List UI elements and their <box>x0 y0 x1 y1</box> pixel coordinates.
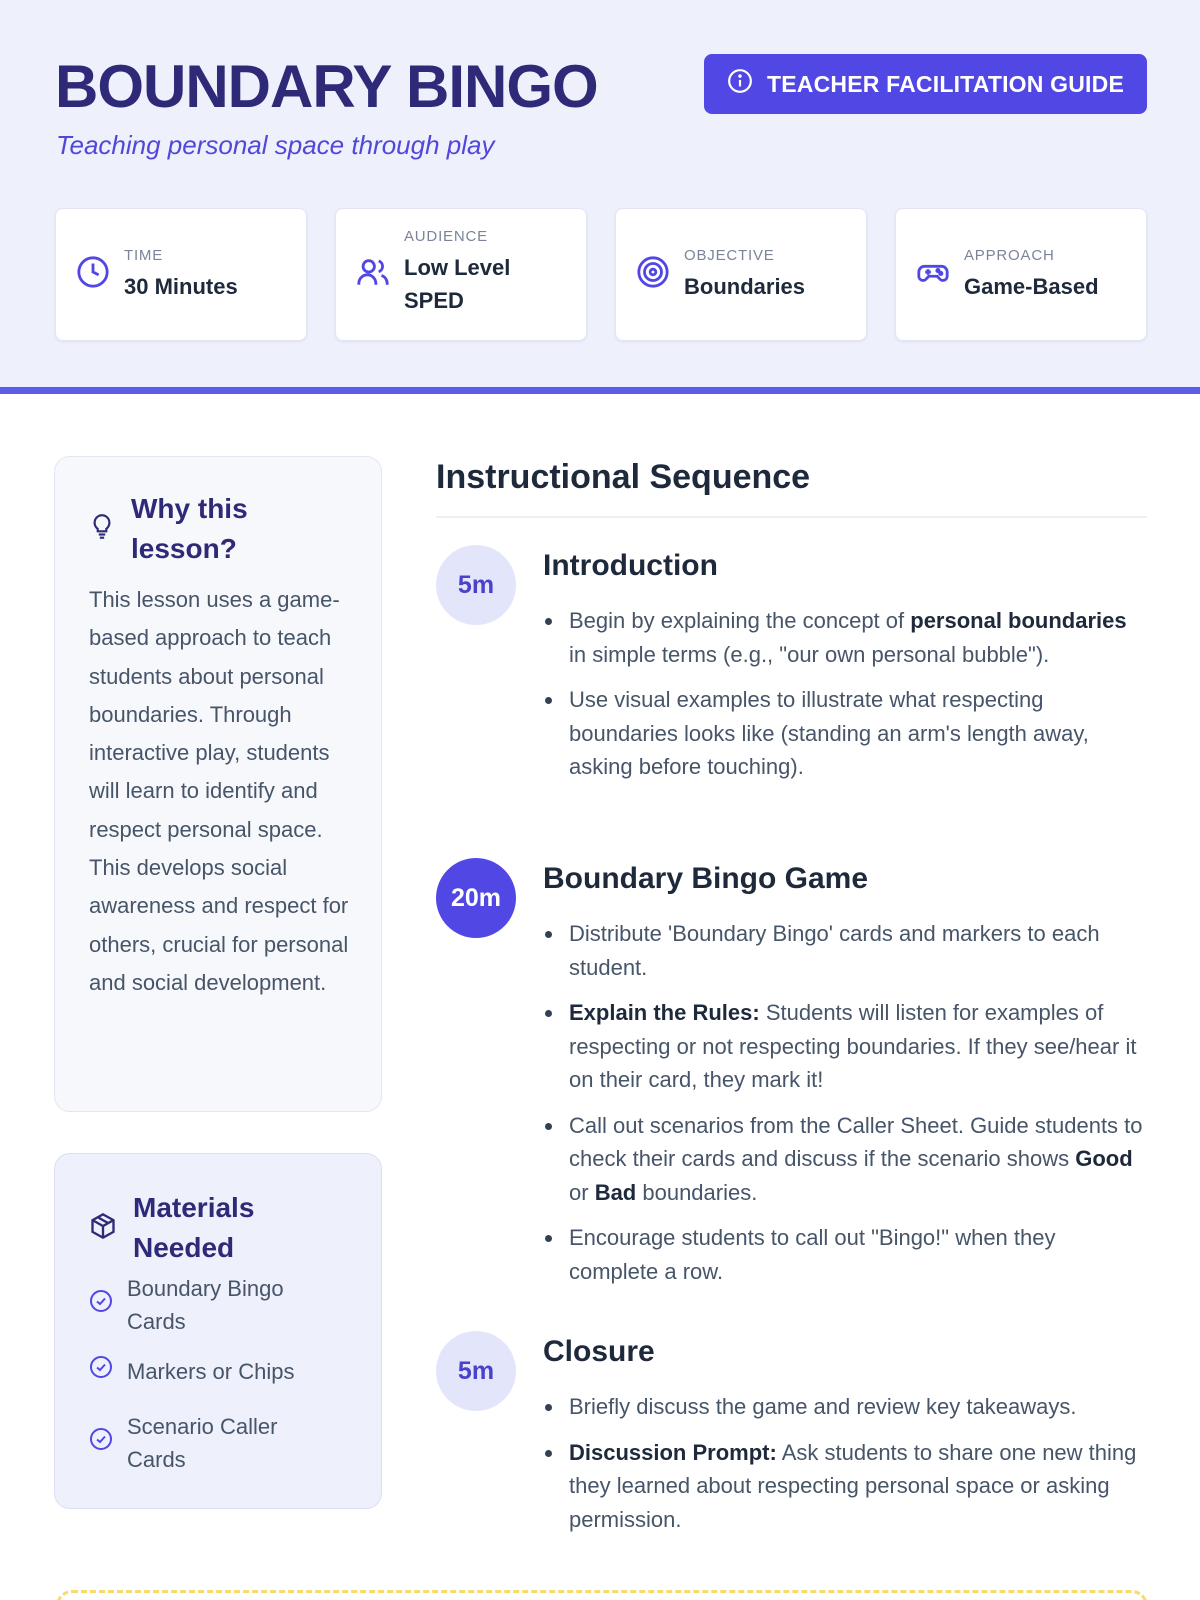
step-bullet: Call out scenarios from the Caller Sheet. Guide students to check their cards and discuss if the scenario shows Good or Bad boundaries. <box>543 1109 1148 1210</box>
meta-label: OBJECTIVE <box>684 246 775 264</box>
step-bullet: Discussion Prompt: Ask students to share one new thing they learned about respecting personal space or asking permission. <box>543 1436 1148 1537</box>
step-bullets <box>543 1390 1148 1548</box>
why-lesson-card <box>54 456 382 1112</box>
check-circle-icon <box>89 1289 113 1322</box>
teacher-guide-label: TEACHER FACILITATION GUIDE <box>766 70 1124 97</box>
clock-icon <box>76 255 110 294</box>
lightbulb-icon <box>89 512 115 547</box>
materials-item <box>89 1355 294 1388</box>
meta-card-audience <box>335 208 587 341</box>
duration-badge: 5m <box>436 545 516 625</box>
meta-label: APPROACH <box>964 246 1055 264</box>
meta-label: TIME <box>124 246 164 264</box>
materials-card <box>54 1153 382 1509</box>
package-icon <box>89 1212 117 1245</box>
check-circle-icon <box>89 1355 113 1388</box>
step-bullet: Use visual examples to illustrate what respecting boundaries looks like (standing an arm's length away, asking before touching). <box>543 683 1148 784</box>
materials-item-label: Scenario Caller Cards <box>127 1414 278 1472</box>
check-circle-icon <box>89 1427 113 1460</box>
users-icon <box>356 255 390 294</box>
materials-header <box>89 1188 313 1268</box>
sequence-divider <box>436 516 1147 518</box>
meta-value: Game-Based <box>964 273 1099 299</box>
info-circle-icon <box>727 68 753 100</box>
header <box>0 0 1200 394</box>
step-bullet: Begin by explaining the concept of personal boundaries in simple terms (e.g., "our own personal bubble"). <box>543 604 1148 671</box>
step-bullet: Distribute 'Boundary Bingo' cards and markers to each student. <box>543 917 1148 984</box>
step-bullets <box>543 917 1148 1300</box>
materials-item <box>89 1272 317 1338</box>
page-title: BOUNDARY BINGO <box>55 53 598 120</box>
why-lesson-text: This lesson uses a game-based approach to teach students about personal boundaries. Through interactive play, students will learn to identify and respect personal space. This develops social awareness and respect for others, crucial for personal and social development. <box>89 587 349 995</box>
step-title: Boundary Bingo Game <box>543 862 869 895</box>
materials-item-label: Boundary Bingo Cards <box>127 1276 284 1334</box>
teacher-guide-button[interactable] <box>704 54 1147 114</box>
page-subtitle: Teaching personal space through play <box>56 130 495 160</box>
meta-value: 30 Minutes <box>124 273 238 299</box>
target-icon <box>636 255 670 294</box>
meta-card-time <box>55 208 307 341</box>
step-bullet: Briefly discuss the game and review key takeaways. <box>543 1390 1148 1424</box>
step-bullets <box>543 604 1148 796</box>
duration-badge: 5m <box>436 1331 516 1411</box>
meta-value: Low Level SPED <box>404 255 511 313</box>
why-lesson-title: Why this lesson? <box>131 493 248 564</box>
meta-card-approach <box>895 208 1147 341</box>
materials-title: Materials Needed <box>133 1192 255 1263</box>
step-title: Closure <box>543 1335 655 1368</box>
duration-badge: 20m <box>436 858 516 938</box>
meta-card-objective <box>615 208 867 341</box>
callout-box <box>56 1590 1148 1600</box>
materials-item-label: Markers or Chips <box>127 1359 295 1384</box>
sequence-title: Instructional Sequence <box>436 458 811 496</box>
step-bullet: Explain the Rules: Students will listen for examples of respecting or not respecting boundaries. If they see/hear it on their card, they mark it! <box>543 996 1148 1097</box>
materials-item <box>89 1410 317 1476</box>
meta-label: AUDIENCE <box>404 228 488 245</box>
why-lesson-header <box>89 489 311 569</box>
gamepad-icon <box>916 255 950 294</box>
step-title: Introduction <box>543 549 718 582</box>
step-bullet: Encourage students to call out "Bingo!" when they complete a row. <box>543 1221 1148 1288</box>
meta-value: Boundaries <box>684 273 806 299</box>
